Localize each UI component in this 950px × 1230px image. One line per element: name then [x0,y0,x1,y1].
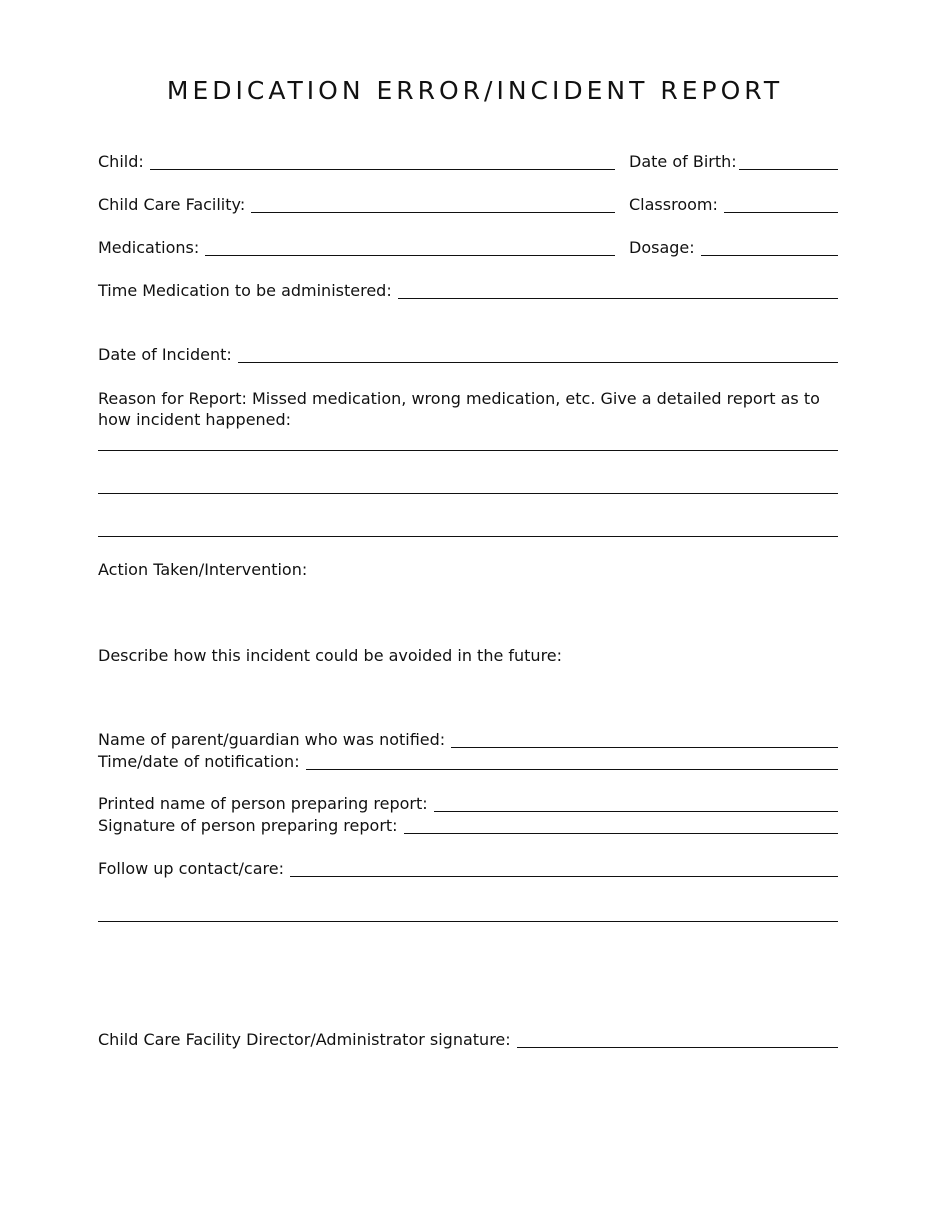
child-label: Child: [98,152,144,171]
dosage-row [629,238,838,258]
follow-up-line-2[interactable] [98,921,838,922]
dob-row [629,152,838,172]
follow-up-label: Follow up contact/care: [98,859,284,878]
parent-notified-label: Name of parent/guardian who was notified: [98,730,446,749]
dob-label: Date of Birth: [629,152,737,171]
notification-time-field[interactable] [306,753,838,770]
preparer-signature-label: Signature of person preparing report: [98,816,398,835]
director-signature-field[interactable] [517,1031,838,1048]
child-row [98,152,615,172]
time-medication-label: Time Medication to be administered: [98,281,392,300]
medications-label: Medications: [98,238,200,257]
action-taken-label: Action Taken/Intervention: [98,560,308,579]
facility-field[interactable] [251,196,615,213]
follow-up-row [98,859,838,879]
parent-notified-row [98,730,838,750]
printed-name-field[interactable] [434,795,838,812]
reason-line-3[interactable] [98,536,838,537]
classroom-field[interactable] [724,196,838,213]
child-field[interactable] [150,153,615,170]
printed-name-label: Printed name of person preparing report: [98,794,428,813]
time-medication-row [98,281,838,301]
date-of-incident-label: Date of Incident: [98,345,232,364]
preparer-signature-field[interactable] [404,817,838,834]
classroom-row [629,195,838,215]
notification-time-row [98,752,838,772]
date-of-incident-field[interactable] [238,346,838,363]
parent-notified-field[interactable] [451,731,838,748]
time-medication-field[interactable] [398,282,838,299]
reason-line-2[interactable] [98,493,838,494]
facility-row [98,195,615,215]
dob-field[interactable] [739,153,838,170]
avoid-future-label: Describe how this incident could be avoided in the future: [98,646,563,665]
facility-label: Child Care Facility: [98,195,246,214]
printed-name-row [98,794,838,814]
reason-label: Reason for Report: Missed medication, wrong medication, etc. Give a detailed report as to how incident happened: [98,389,820,429]
classroom-label: Classroom: [629,195,718,214]
director-signature-label: Child Care Facility Director/Administrator signature: [98,1030,511,1049]
preparer-signature-row [98,816,838,836]
dosage-label: Dosage: [629,238,695,257]
notification-time-label: Time/date of notification: [98,752,300,771]
page-title: MEDICATION ERROR/INCIDENT REPORT [166,76,784,105]
reason-line-1[interactable] [98,450,838,451]
director-signature-row [98,1030,838,1050]
dosage-field[interactable] [701,239,838,256]
medications-field[interactable] [205,239,615,256]
follow-up-field[interactable] [290,860,838,877]
medications-row [98,238,615,258]
date-of-incident-row [98,345,838,365]
